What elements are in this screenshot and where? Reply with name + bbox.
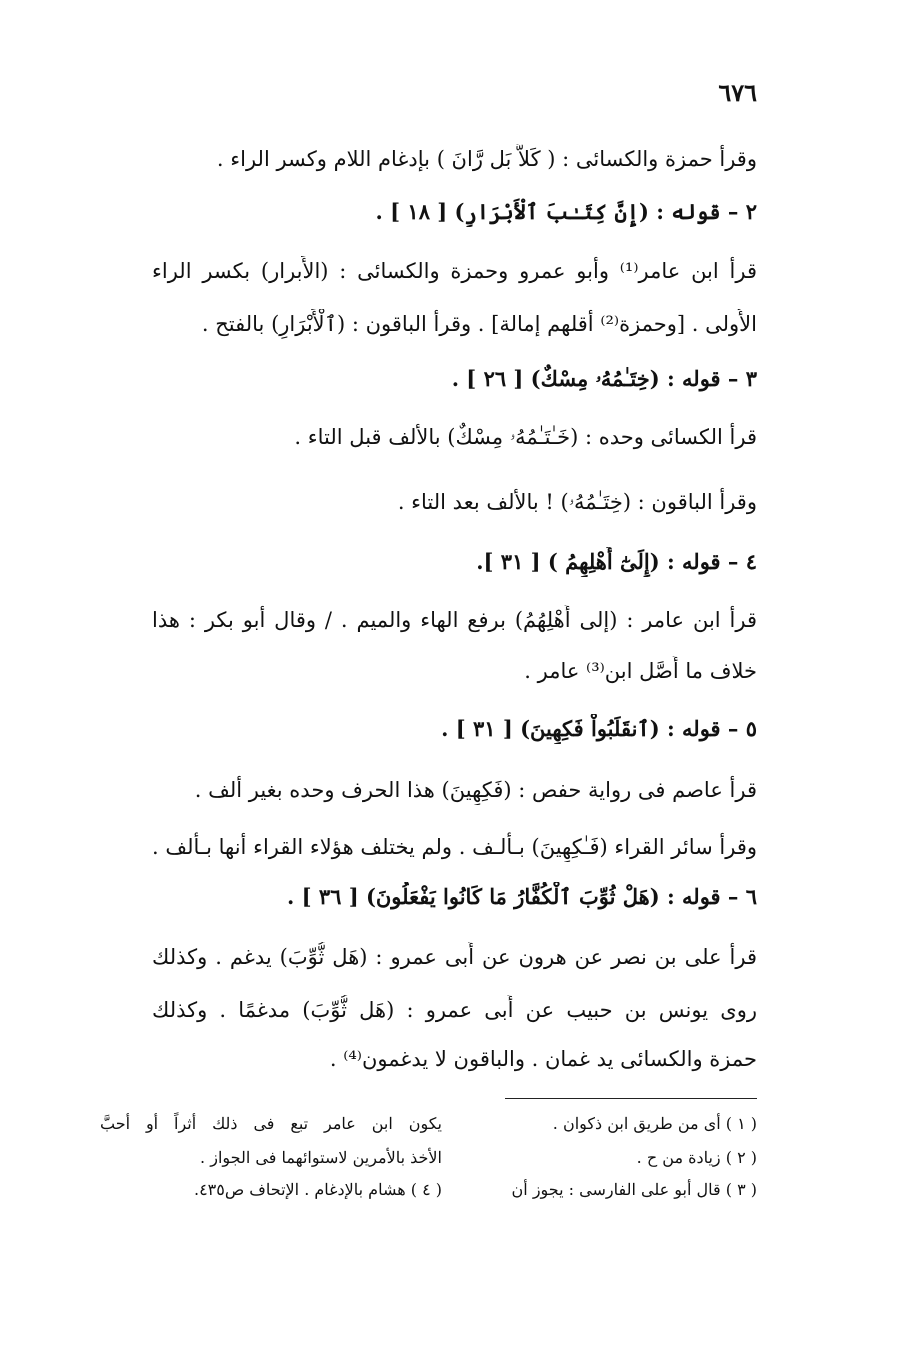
text-line: وقرأ الباقون : (خِتَـٰمُهُۥ) ! بالألف بعد التاء .: [397, 490, 757, 514]
text-line: قرأ ابن عامر : (إلى أَهْلِهُمُ) برفع الهاء والميم . / وقال أبو بكر : هذا: [152, 608, 757, 632]
footnote-3-continued: يكون ابن عامر تبع فى ذلك أثراً أو أحبَّ: [100, 1114, 442, 1133]
verse-heading: ٦ – قوله : (هَلْ ثُوِّبَ ٱلْكُفَّارُ مَا كَانُوا يَفْعَلُونَ) [ ٣٦ ] .: [286, 884, 757, 909]
text-line: وقرأ سائر القراء (فَـٰكِهِينَ) بـألـف . ولم يختلف هؤلاء القراء أنها بـألف .: [152, 835, 757, 859]
text-line: الأُولى . [وحمزة⁽²⁾ أقلهم إمالة] . وقرأ الباقون : (ٱلْأَبْرَارِ) بالفتح .: [201, 312, 757, 336]
footnote-3-continued: الأخذ بالأمرين لاستوائهما فى الجواز .: [200, 1148, 442, 1167]
verse-heading: ٢ – قوله : (إِنَّ كِتَـٰبَ ٱلْأَبْرَارِ) [ ١٨ ] .: [375, 199, 757, 224]
verse-heading: ٣ – قوله : (خِتَـٰمُهُۥ مِسْكٌ) [ ٢٦ ] .: [451, 366, 757, 391]
text-line: حمزة والكسائى يد غمان . والباقون لا يدغمون⁽⁴⁾ .: [329, 1047, 757, 1071]
verse-heading: ٥ – قوله : (ٱنقَلَبُواْ فَكِهِينَ) [ ٣١ ] .: [441, 716, 757, 741]
footnote-1: ( ١ ) أى من طريق ابن ذكوان .: [552, 1114, 757, 1133]
verse-heading: ٤ – قوله : (إِلَىٰٓ أَهْلِهِمُ ) [ ٣١ ].: [476, 549, 757, 574]
footnote-2: ( ٢ ) زيادة من ح .: [636, 1148, 757, 1167]
footnote-divider: [505, 1098, 757, 1099]
text-line: قرأ على بن نصر عن هرون عن أَبى عمرو : (هَل ثُّوِّبَ) يدغم . وكذلك: [152, 945, 757, 969]
footnote-4: ( ٤ ) هشام بالإدغام . الإتحاف ص٤٣٥.: [193, 1180, 442, 1199]
page-number: ٦٧٦: [718, 78, 757, 107]
text-line: وقرأ حمزة والكسائى : ( كَلاَّ بَل رَّانَ ) بإدغام اللام وكسر الراء .: [216, 147, 757, 171]
text-line: روى يونس بن حبيب عن أَبى عمرو : (هَل ثُّوِّبَ) مدغمًا . وكذلك: [152, 998, 757, 1022]
text-line: قرأ الكسائى وحده : (خَـٰتَـٰمُهُۥ مِسْكٌ) بالألف قبل التاء .: [294, 425, 757, 449]
footnote-3: ( ٣ ) قال أبو على الفارسى : يجوز أن: [511, 1180, 757, 1199]
text-line: قرأ ابن عامر⁽¹⁾ وأبو عمرو وحمزة والكسائى : (الأَبرار) بكسر الراء: [152, 259, 757, 283]
text-line: قرأ عاصم فى رواية حفص : (فَكِهِينَ) هذا الحرف وحده بغير ألف .: [194, 778, 757, 802]
text-line: خلاف ما أَصَّل ابن⁽³⁾ عامر .: [524, 659, 757, 683]
